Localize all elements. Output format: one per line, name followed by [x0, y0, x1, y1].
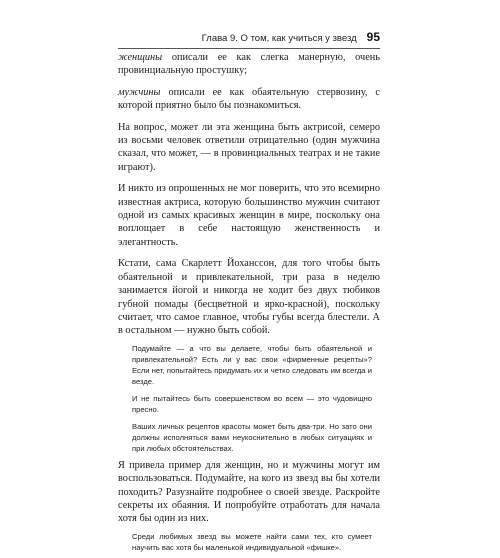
paragraph: Кстати, сама Скарлетт Йоханссон, для того чтобы быть обаятельной и привлекательной, три раза в неделю занимается йогой и никогда не ходит без двух тюбиков губной помады (бесцветной и ярко-красной), поскольку считает, что самое главное, чтобы губы всегда блестели. А в остальном — нужно быть собой. — [118, 258, 380, 337]
advice-box — [132, 343, 372, 454]
paragraph: мужчины описали ее как обаятельную стервозину, с которой приятно было бы познакомиться. — [118, 86, 380, 112]
advice-paragraph: Подумайте — а что вы делаете, чтобы быть обаятельной и привлекательной? Есть ли у вас свои «фирменные рецепты»? Если нет, попытайтесь придумать их и четко следовать им всегда и везде. — [132, 343, 372, 386]
paragraph: На вопрос, может ли эта женщина быть актрисой, семеро из восьми человек ответили отрицательно (один мужчина сказал, что может, — в провинциальных театрах и не такие играют). — [118, 121, 380, 173]
body-text — [118, 51, 380, 558]
advice-paragraph: Среди любимых звезд вы можете найти сами тех, кто сумеет научить вас хотя бы маленькой индивидуальной «фишке». — [132, 531, 372, 552]
advice-paragraph: И не пытайтесь быть совершенством во всем — это чудовищно пресно. — [132, 393, 372, 414]
paragraph: Я привела пример для женщин, но и мужчины могут им воспользоваться. Подумайте, на кого из звезд вы бы хотели походить? Разузнайте подробнее о своей звезде. Раскройте секреты их обаяния. И попробуйте отработать для начала хотя бы один из них. — [118, 459, 380, 525]
header-rule — [118, 48, 380, 49]
paragraph: женщины описали ее как слегка манерную, очень провинциальную простушку; — [118, 52, 380, 77]
advice-paragraph: Ваших личных рецептов красоты может быть два-три. Но зато они должны исполняться вами неукоснительно в любых ситуациях и при любых обстоятельствах. — [132, 421, 372, 453]
chapter-title: Глава 9. О том, как учиться у звезд — [201, 33, 357, 44]
page-number: 95 — [366, 30, 380, 44]
paragraph: И никто из опрошенных не мог поверить, что это всемирно известная актриса, которую большинство мужчин считают одной из самых красивых женщин в мире, поскольку она воплощает в себе настоящую женственность и элегантность. — [118, 183, 380, 248]
italic-lead: женщины — [118, 52, 163, 63]
italic-lead: мужчины — [118, 86, 161, 98]
running-header — [118, 30, 380, 46]
advice-box — [132, 531, 372, 553]
